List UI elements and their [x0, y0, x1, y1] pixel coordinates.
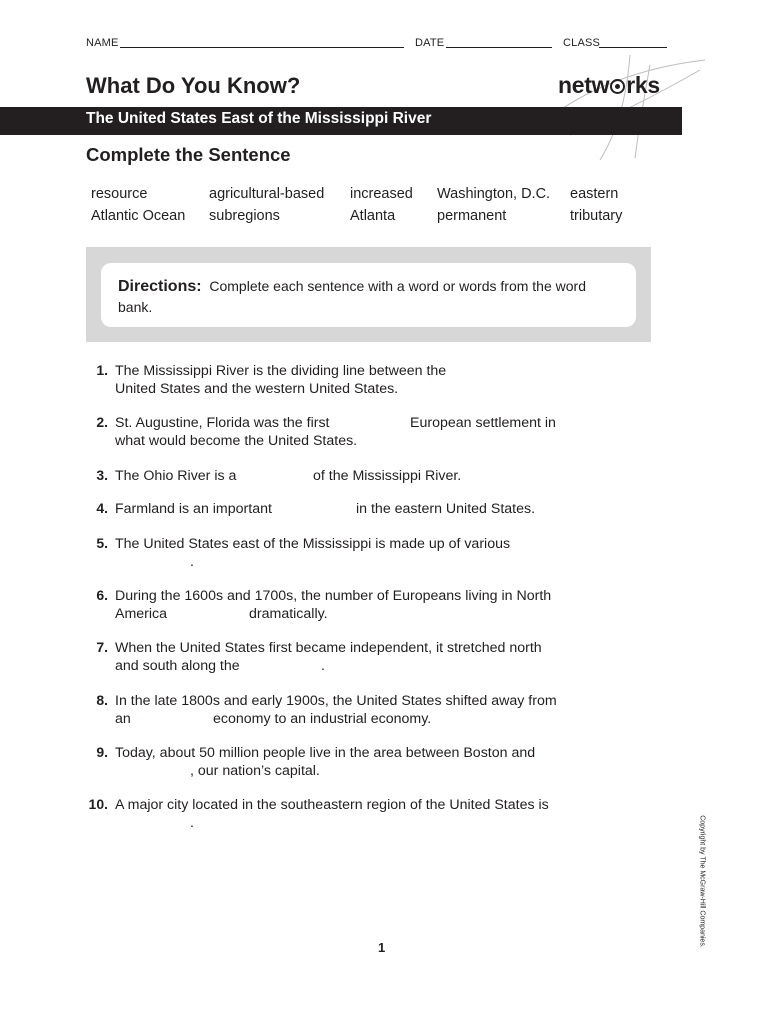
question-text: .: [321, 658, 325, 674]
answer-blank[interactable]: [276, 500, 354, 518]
word-bank-item: agricultural-based: [209, 186, 325, 202]
question-text: economy to an industrial economy.: [213, 711, 432, 727]
class-label: CLASS: [563, 37, 601, 49]
question-text: dramatically.: [249, 606, 328, 622]
question-text: When the United States first became independent, it stretched north: [115, 640, 542, 656]
answer-blank[interactable]: [233, 467, 311, 485]
answer-blank[interactable]: [115, 762, 189, 780]
directions-label: Directions:: [118, 278, 202, 295]
question-text: European settlement in: [410, 415, 556, 431]
question-number: 3.: [96, 467, 108, 483]
question-text: of the Mississippi River.: [313, 468, 462, 484]
question-number: 10.: [88, 796, 108, 812]
question-text: .: [190, 815, 194, 831]
question-text: In the late 1800s and early 1900s, the United States shifted away from: [115, 693, 557, 709]
answer-blank[interactable]: [134, 710, 210, 728]
answer-blank[interactable]: [244, 657, 320, 675]
answer-blank[interactable]: [115, 814, 189, 832]
question-number: 6.: [96, 587, 108, 603]
word-bank-item: subregions: [209, 208, 280, 224]
question-text: A major city located in the southeastern region of the United States is: [115, 797, 549, 813]
question-text: , our nation’s capital.: [190, 763, 320, 779]
name-field[interactable]: [120, 47, 404, 48]
page-number: 1: [378, 940, 386, 955]
question-text: Today, about 50 million people live in the area between Boston and: [115, 745, 536, 761]
question-text: The Mississippi River is the dividing line between the: [115, 363, 447, 379]
directions-body: Complete each sentence with a word or words from the word bank.: [118, 278, 586, 315]
question-text: Farmland is an important: [115, 501, 272, 517]
question-text: .: [190, 554, 194, 570]
question-text: The Ohio River is a: [115, 468, 237, 484]
word-bank-item: eastern: [570, 186, 619, 202]
logo-globe-icon: [610, 79, 625, 94]
question-number: 8.: [96, 692, 108, 708]
section-subtitle: Complete the Sentence: [86, 144, 291, 165]
question-text: St. Augustine, Florida was the first: [115, 415, 330, 431]
word-bank-item: tributary: [570, 208, 623, 224]
question-text: and south along the: [115, 658, 240, 674]
word-bank-item: resource: [91, 186, 148, 202]
question-text: an: [115, 711, 131, 727]
answer-blank[interactable]: [170, 605, 246, 623]
answer-blank[interactable]: [452, 362, 530, 380]
question-number: 1.: [96, 362, 108, 378]
date-field[interactable]: [446, 47, 552, 48]
question-number: 7.: [96, 639, 108, 655]
question-text: United States and the western United States.: [115, 381, 399, 397]
page-title: What Do You Know?: [86, 73, 301, 98]
question-text: The United States east of the Mississippi is made up of various: [115, 536, 511, 552]
word-bank-item: Washington, D.C.: [437, 186, 551, 202]
name-label: NAME: [86, 37, 119, 49]
directions-text: [118, 276, 623, 317]
question-number: 4.: [96, 500, 108, 516]
question-text: America: [115, 606, 168, 622]
question-number: 9.: [96, 744, 108, 760]
class-field[interactable]: [599, 47, 667, 48]
word-bank-item: Atlanta: [350, 208, 396, 224]
answer-blank[interactable]: [331, 414, 407, 432]
question-text: in the eastern United States.: [356, 501, 536, 517]
networks-logo: netw rks: [558, 72, 660, 98]
question-text: what would become the United States.: [115, 433, 358, 449]
date-label: DATE: [415, 37, 445, 49]
copyright-notice: Copyright by The McGraw-Hill Companies.: [698, 815, 706, 948]
banner-title: The United States East of the Mississippi River: [86, 110, 432, 127]
word-bank-item: increased: [350, 186, 413, 202]
question-text: During the 1600s and 1700s, the number of Europeans living in North: [115, 588, 552, 604]
question-number: 5.: [96, 535, 108, 551]
word-bank-item: permanent: [437, 208, 507, 224]
answer-blank[interactable]: [115, 553, 189, 571]
question-number: 2.: [96, 414, 108, 430]
word-bank-item: Atlantic Ocean: [91, 208, 186, 224]
